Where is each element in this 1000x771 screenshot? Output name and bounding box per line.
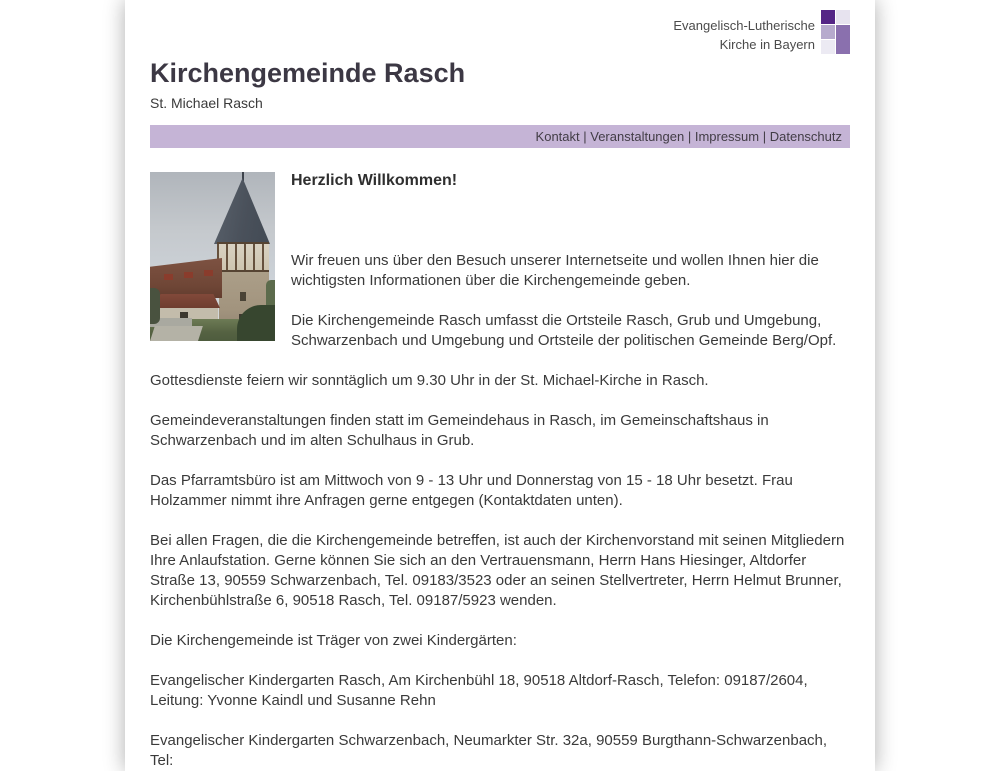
church-belfry: [217, 242, 269, 272]
nav-item: [695, 129, 770, 144]
elkb-logo-line2: Kirche in Bayern: [719, 37, 815, 52]
content-paragraph: Die Kirchengemeinde ist Träger von zwei Kindergärten:: [150, 632, 517, 649]
roof-dormer: [164, 274, 173, 280]
content-paragraph: Evangelischer Kindergarten Rasch, Am Kirchenbühl 18, 90518 Altdorf-Rasch, Telefon: 09187/2604, Leitung: Yvonne Kaindl und Susanne Rehn: [150, 672, 808, 709]
elkb-logo-icon: [821, 10, 850, 54]
churchyard-path: [150, 326, 203, 341]
main-nav: [150, 125, 850, 148]
intro-paragraph: Die Kirchengemeinde Rasch umfasst die Ortsteile Rasch, Grub und Umgebung, Schwarzenbach und Umgebung und Ortsteile der politischen Gemeinde Berg/Opf.: [291, 312, 837, 349]
church-photo: [150, 172, 275, 341]
content-paragraph: Gottesdienste feiern wir sonntäglich um 9.30 Uhr in der St. Michael-Kirche in Rasch.: [150, 372, 709, 389]
content-paragraph: Gemeindeveranstaltungen finden statt im Gemeindehaus in Rasch, im Gemeinschaftshaus in Schwarzenbach und im alten Schulhaus in Grub.: [150, 412, 769, 449]
logo-square-pale-top: [836, 10, 850, 24]
logo-square-lavender: [821, 25, 835, 39]
elkb-logo-text: [673, 10, 815, 54]
logo-square-pale-bottom: [821, 40, 835, 54]
main-content: [150, 148, 850, 771]
roof-dormer: [204, 270, 213, 276]
intro-paragraph: Wir freuen uns über den Besuch unserer Internetseite und wollen Ihnen hier die wichtigsten Informationen über die Kirchengemeinde geben.: [291, 252, 819, 289]
page-header: [150, 0, 850, 112]
page-subtitle: St. Michael Rasch: [150, 95, 263, 111]
church-spire: [214, 178, 270, 244]
nav-link[interactable]: Veranstaltungen: [590, 129, 685, 144]
content-section: [150, 371, 850, 771]
content-paragraph: Evangelischer Kindergarten Schwarzenbach, Neumarkter Str. 32a, 90559 Burgthann-Schwarzenbach, Tel:: [150, 732, 828, 769]
nav-link[interactable]: Impressum: [694, 129, 760, 144]
nav-separator: |: [579, 129, 591, 144]
elkb-logo-line1: Evangelisch-Lutherische: [673, 18, 815, 33]
nav-separator: |: [759, 129, 770, 144]
welcome-heading: Herzlich Willkommen!: [291, 172, 458, 189]
nav-item: [770, 129, 842, 144]
roof-dormer: [184, 272, 193, 278]
nav-item: [536, 129, 591, 144]
shrub: [150, 288, 160, 324]
nav-link[interactable]: Datenschutz: [769, 129, 842, 144]
logo-square-dark: [821, 10, 835, 24]
nav-separator: |: [684, 129, 695, 144]
nav-link[interactable]: Kontakt: [535, 129, 580, 144]
logo-bar-purple: [836, 25, 850, 54]
page-title: Kirchengemeinde Rasch: [150, 58, 466, 88]
church-annex-roof: [154, 294, 220, 308]
content-paragraph: Bei allen Fragen, die die Kirchengemeinde betreffen, ist auch der Kirchenvorstand mit seinen Mitgliedern Ihre Anlaufstation. Gerne können Sie sich an den Vertrauensmann, Herrn Hans Hiesinger, Altdorfer Straße 13, 90559 Schwarzenbach, Tel. 09183/3523 oder an seinen Stellvertreter, Herrn Helmut Brunner, Kirchenbühlstraße 6, 90518 Rasch, Tel. 09187/5923 wenden.: [150, 532, 845, 609]
church-nave-roof: [150, 258, 222, 298]
tower-window: [240, 292, 246, 301]
page-container: [125, 0, 875, 771]
elkb-logo: [673, 10, 850, 54]
content-paragraph: Das Pfarramtsbüro ist am Mittwoch von 9 - 13 Uhr und Donnerstag von 15 - 18 Uhr besetzt. Frau Holzammer nimmt ihre Anfragen gerne entgegen (Kontaktdaten unten).: [150, 472, 793, 509]
nav-item: [590, 129, 695, 144]
